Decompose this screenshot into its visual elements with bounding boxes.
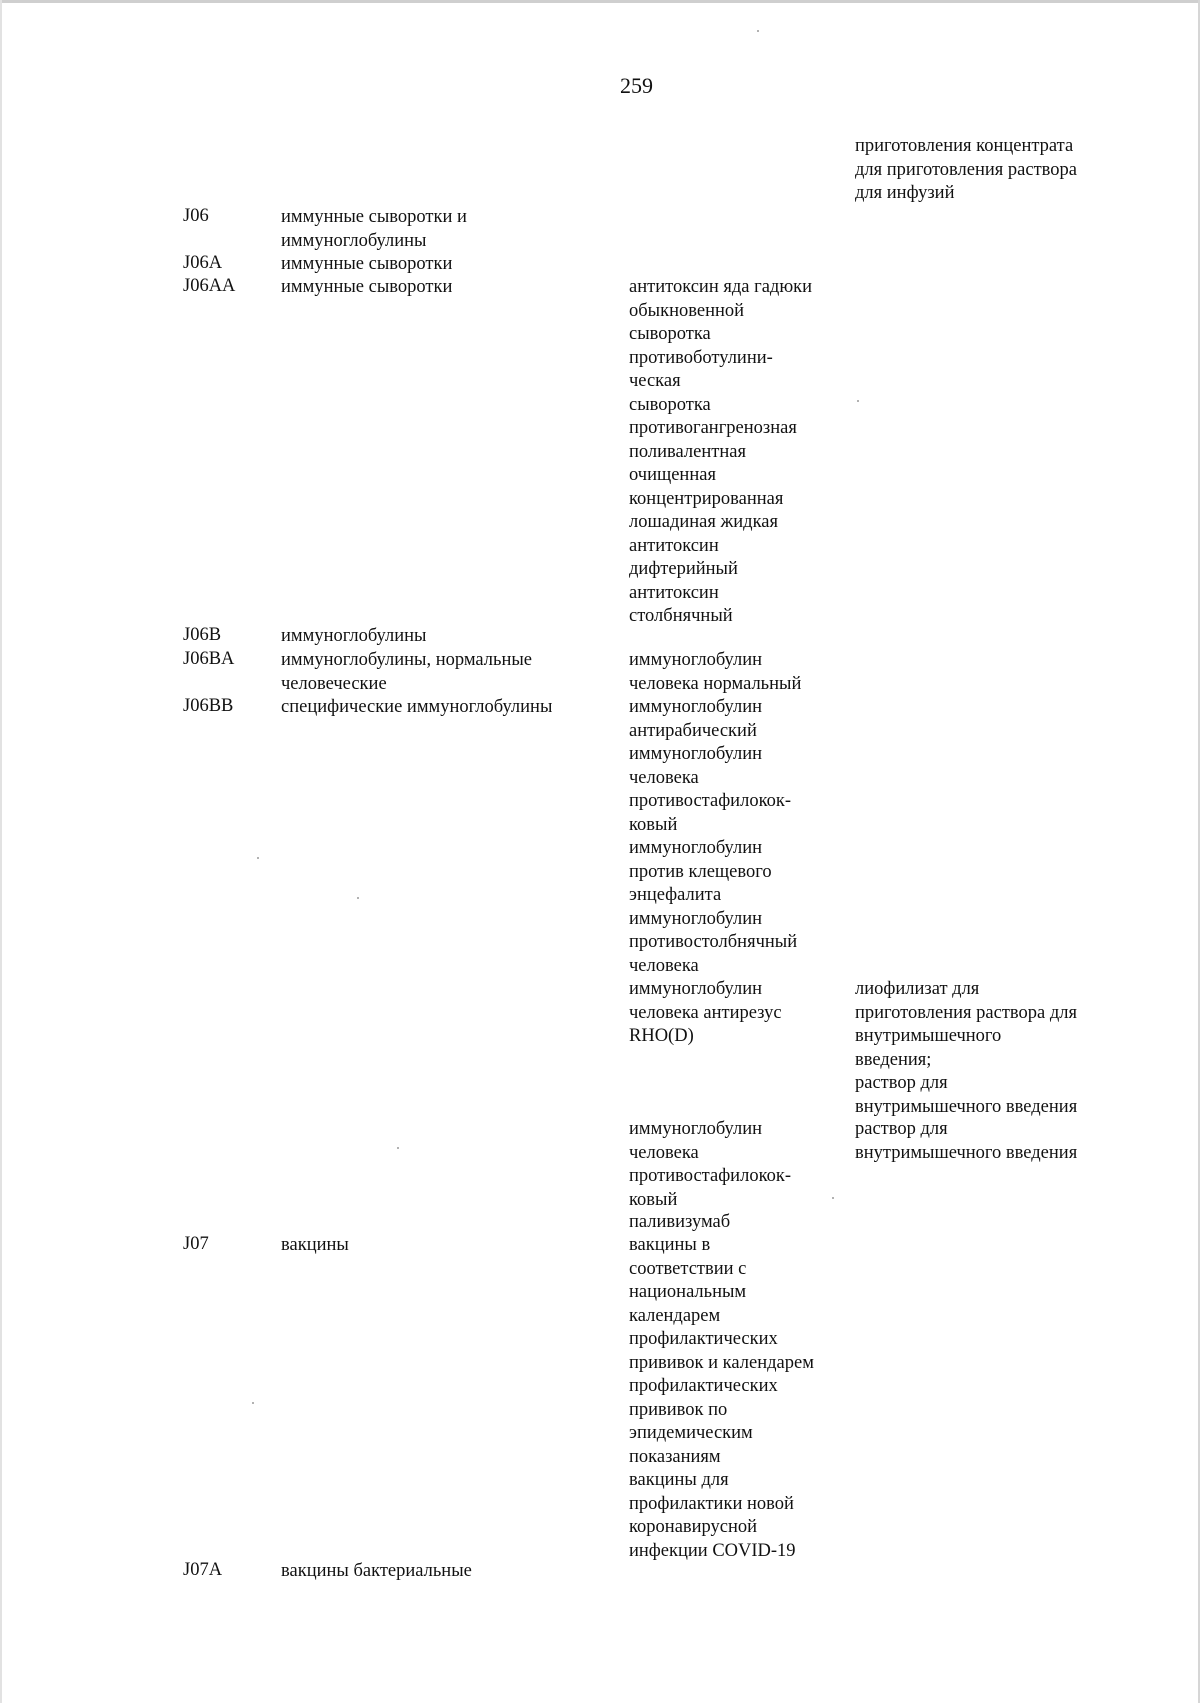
drug-name: иммуноглобулин человека антирезус RHO(D) <box>629 979 782 1046</box>
drug-list: иммуноглобулин человека нормальный <box>629 650 802 694</box>
atc-group-name: специфические иммуноглобулины <box>281 697 553 717</box>
page-number: 259 <box>620 73 653 98</box>
dosage-form: раствор для внутримышечного введения <box>855 1119 1078 1163</box>
drug-name: паливизумаб <box>629 1212 731 1232</box>
atc-code: J06AA <box>183 276 236 296</box>
scan-top-edge <box>0 0 1200 3</box>
atc-code: J07 <box>183 1234 209 1254</box>
drug-name: иммуноглобулин человека противостафилокок- ковый <box>629 1119 792 1210</box>
atc-code: J06B <box>183 625 222 645</box>
atc-group-name: иммунные сыворотки <box>281 277 453 297</box>
scan-speck <box>757 30 759 32</box>
scan-speck <box>832 1197 834 1199</box>
scan-speck <box>252 1402 254 1404</box>
scan-left-edge <box>0 0 2 1703</box>
atc-code: J06A <box>183 253 223 273</box>
drug-list: вакцины в соответствии с национальным календарем профилактических прививок и календарем профилактических прививок по эпидемическим показаниям вакцины для профилактики новой коронавирусной инфекции COVID-19 <box>629 1235 814 1561</box>
atc-group-name: вакцины бактериальные <box>281 1561 472 1581</box>
atc-group-name: иммунные сыворотки <box>281 254 453 274</box>
scan-speck <box>257 857 259 859</box>
scan-speck <box>357 897 359 899</box>
atc-code: J06BB <box>183 696 234 716</box>
atc-code: J06BA <box>183 649 235 669</box>
atc-group-name: вакцины <box>281 1235 349 1255</box>
dosage-form: лиофилизат для приготовления раствора для внутримышечного введения; раствор для внутримышечного введения <box>855 979 1078 1117</box>
scan-speck <box>397 1147 399 1149</box>
atc-code: J07A <box>183 1560 223 1580</box>
drug-list: антитоксин яда гадюки обыкновенной сыворотка противоботулини- ческая сыворотка противогангренозная поливалентная очищенная концентрированная лошадиная жидкая антитоксин дифтерийный антитоксин столбнячный <box>629 277 813 626</box>
atc-group-name: иммуноглобулины <box>281 626 427 646</box>
atc-group-name: иммунные сыворотки и иммуноглобулины <box>281 207 467 251</box>
atc-group-name: иммуноглобулины, нормальные человеческие <box>281 650 532 694</box>
atc-code: J06 <box>183 206 209 226</box>
drug-list: иммуноглобулин антирабический иммуноглобулин человека противостафилокок- ковый иммуноглобулин против клещевого энцефалита иммуноглобулин противостолбнячный человека <box>629 697 798 976</box>
scan-speck <box>857 400 859 402</box>
carry-over-dosage-form: приготовления концентрата для приготовления раствора для инфузий <box>855 136 1077 203</box>
